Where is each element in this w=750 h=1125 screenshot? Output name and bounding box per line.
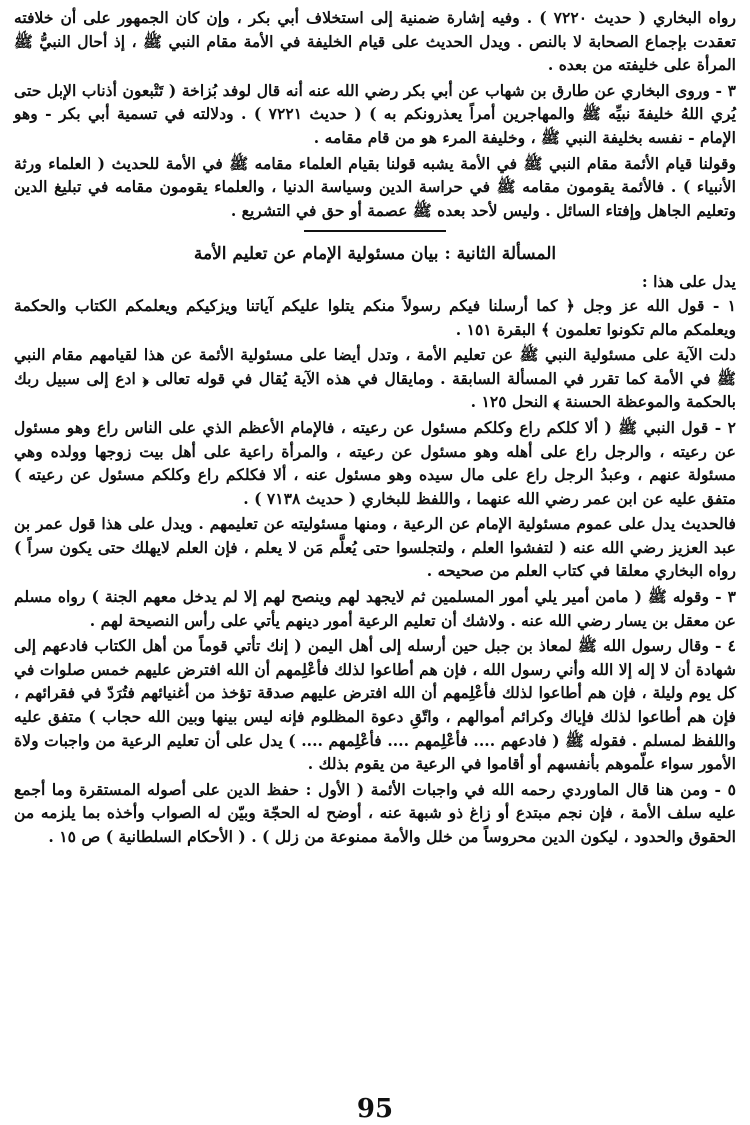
paragraph-hadith-2-commentary: فالحديث يدل على عموم مسئولية الإمام عن الرعية ، ومنها مسئوليته عن تعليمهم . ويدل على هذا قول عمر بن عبد العزيز رضي الله عنه ( لتفشوا العلم ، ولتجلسوا حتى يُعلَّم مَن لا يعلم ، فإن العلم لايهلك حتى يكون سراً ) رواه البخاري معلقا في كتاب العلم من صحيحه . [14,514,736,581]
section-intro: يدل على هذا : [641,272,736,292]
paragraph-verse-1: ١ - قول الله عز وجل ﴿ كما أرسلنا فيكم رسولاً منكم يتلوا عليكم آياتنا ويزكيكم ويعلمكم الكتاب والحكمة ويعلمكم مالم تكونوا تعلمون ﴾ البقرة ١٥١ . [14,295,736,339]
paragraph-top-3: وقولنا قيام الأئمة مقام النبي ﷺ في الأمة يشبه قولنا بقيام العلماء مقامه ﷺ في الأمة للحديث ( العلماء ورثة الأنبياء ) . فالأئمة يقومون مقامه ﷺ في حراسة الدين وسياسة الدنيا ، والعلماء يقومون مقامه في تبليغ الدين وتعليم الجاهل وإفتاء السائل . وليس لأحد بعده ﷺ عصمة أو حق في التشريع . [14,153,736,220]
paragraph-top-1: رواه البخاري ( حديث ٧٢٢٠ ) . وفيه إشارة ضمنية إلى استخلاف أبي بكر ، وإن كان الجمهور على أن خلافته تعقدت بإجماع الصحابة لا بالنص . ويدل الحديث على قيام الخليفة في الأمة مقام النبي ﷺ ، إذ أحال النبيُّ ﷺ المرأة على خليفته من بعده . [14,8,736,75]
section-heading: المسألة الثانية : بيان مسئولية الإمام عن تعليم الأمة [193,244,557,265]
paragraph-mawardi-5: ٥ - ومن هنا قال الماوردي رحمه الله في واجبات الأئمة ( الأول : حفظ الدين على أصوله المستقرة وما أجمع عليه سلف الأمة ، فإن نجم مبتدع أو زاغ ذو شبهة عنه ، أوضح له الحجّة وبيّن له الصواب وأخذه بما يلزمه من الحقوق والحدود ، ليكون الدين محروساً من خلل والأمة ممنوعة من زلل ) . ( الأحكام السلطانية ) ص ١٥ . [14,779,736,846]
section-divider [304,230,446,232]
paragraph-hadith-4: ٤ - وقال رسول الله ﷺ لمعاذ بن جبل حين أرسله إلى أهل اليمن ( إنك تأتي قوماً من أهل الكتاب فادعهم إلى شهادة أن لا إله إلا الله وأني رسول الله ، فإن هم أطاعوا لذلك فأعْلِمهم أن الله افترض عليهم خمس صلوات في كل يوم وليلة ، فإن هم أطاعوا لذلك فأعْلِمهم أن الله افترض عليهم صدقة تؤخذ من أغنيائهم فتُرَدّ في فقرائهم ، فإن هم أطاعوا لذلك فإياك وكرائم أموالهم ، واتّقِ دعوة المظلوم فإنه ليس بينها وبين الله حجاب ) متفق عليه واللفظ لمسلم . فقوله ﷺ ( فادعهم .... فأعْلِمهم .... فأعْلِمهم .... ) يدل على أن تعليم الرعية من واجبات ولاة الأمور سواء علّموهم بأنفسهم أو أقاموا في الرعية من يقوم بذلك . [14,636,736,774]
document-page [14,6,736,1125]
paragraph-hadith-3: ٣ - وقوله ﷺ ( مامن أمير يلي أمور المسلمين ثم لايجهد لهم وينصح لهم إلا لم يدخل معهم الجنة ) رواه مسلم عن معقل بن يسار رضي الله عنه . ولاشك أن تعليم الرعية أمور دينهم يأتي على رأس النصيحة لهم . [14,587,736,630]
paragraph-verse-commentary: دلت الآية على مسئولية النبي ﷺ عن تعليم الأمة ، وتدل أيضا على مسئولية الأئمة عن هذا لقيامهم مقام النبي ﷺ في الأمة كما تقرر في المسألة السابقة . ومايقال في هذه الآية يُقال في قوله تعالى ﴿ ادع إلى سبيل ربك بالحكمة والموعظة الحسنة ﴾ النحل ١٢٥ . [14,345,736,412]
page-number: 95 [356,1094,394,1124]
paragraph-hadith-2: ٢ - قول النبي ﷺ ( ألا كلكم راع وكلكم مسئول عن رعيته ، فالإمام الأعظم الذي على الناس راع وهو مسئول عن رعيته ، والرجل راع على أهله وهو مسئول عن رعيته ، والمرأة راعية على أهل بيت زوجها وولده وهي مسئولة عنهم ، وعبدُ الرجل راع على مال سيده وهو مسئول عنه ، ألا فكلكم راع وكلكم مسئول عن رعيته ) متفق عليه عن ابن عمر رضي الله عنهما ، واللفظ للبخاري ( حديث ٧١٣٨ ) . [14,417,736,508]
paragraph-top-2: ٣ - وروى البخاري عن طارق بن شهاب عن أبي بكر رضي الله عنه أنه قال لوفد بُزاخة ( تَتْبعون أذناب الإبل حتى يُري اللهُ خليفةَ نبيِّه ﷺ والمهاجرين أمراً يعذرونكم به ) ( حديث ٧٢٢١ ) . ودلالته في تسمية أبي بكر - وهو الإمام - نفسه بخليفة النبي ﷺ ، وخليفة المرء هو من قام مقامه . [14,80,736,147]
